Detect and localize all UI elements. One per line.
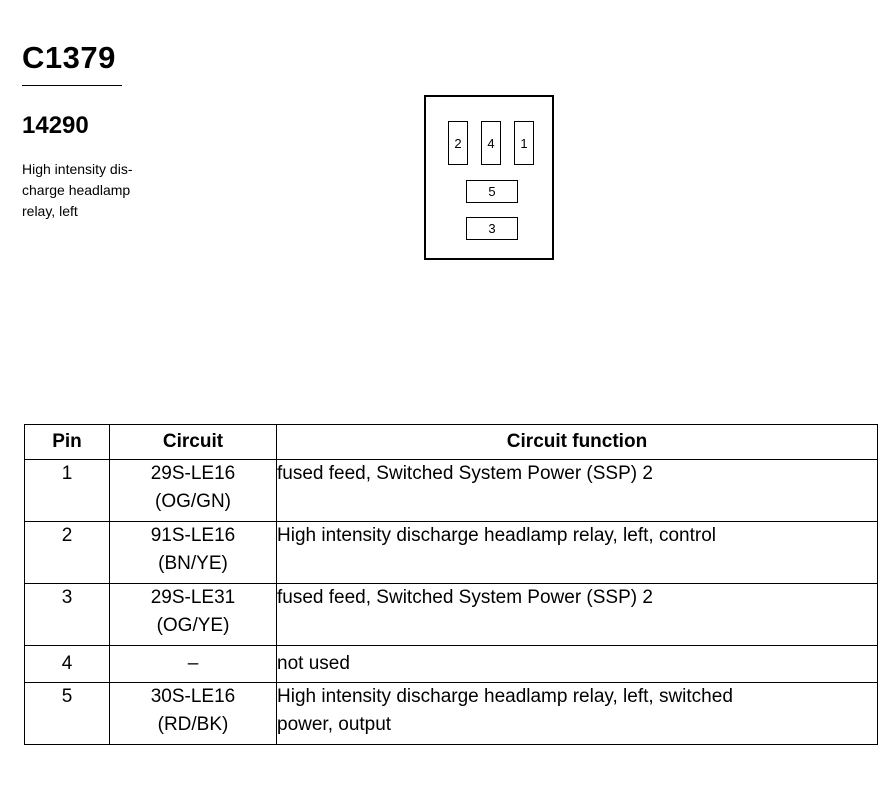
function-line: High intensity discharge headlamp relay, left, control bbox=[277, 525, 716, 546]
circuit-cell bbox=[110, 646, 277, 683]
circuit-code: 91S-LE16 bbox=[150, 525, 236, 546]
circuit-code: 30S-LE16 bbox=[150, 686, 236, 707]
circuit-function bbox=[277, 646, 878, 683]
circuit-function bbox=[277, 522, 878, 584]
column-header-circuit: Circuit bbox=[110, 425, 277, 460]
connector-pin-1: 1 bbox=[514, 121, 534, 165]
pin-number: 3 bbox=[25, 584, 110, 646]
circuit-code: – bbox=[187, 653, 199, 674]
circuit-function bbox=[277, 683, 878, 745]
circuit-cell bbox=[110, 584, 277, 646]
circuit-cell bbox=[110, 683, 277, 745]
table-header-row bbox=[25, 425, 878, 460]
function-line: not used bbox=[277, 653, 350, 674]
circuit-function bbox=[277, 460, 878, 522]
circuit-cell bbox=[110, 522, 277, 584]
connector-pin-5: 5 bbox=[466, 180, 518, 203]
circuit-color: (BN/YE) bbox=[158, 553, 228, 574]
function-line: fused feed, Switched System Power (SSP) 2 bbox=[277, 463, 653, 484]
table-row bbox=[25, 522, 878, 584]
component-description: High intensity dis- charge headlamp relay, left bbox=[22, 161, 133, 219]
function-line-2: power, output bbox=[277, 714, 392, 735]
circuit-color: (OG/GN) bbox=[155, 491, 231, 512]
connector-id: C1379 bbox=[22, 40, 116, 75]
connector-pin-3: 3 bbox=[466, 217, 518, 240]
connector-id-underline bbox=[22, 85, 122, 86]
connector-pin-2: 2 bbox=[448, 121, 468, 165]
table-row bbox=[25, 584, 878, 646]
circuit-code: 29S-LE16 bbox=[150, 463, 236, 484]
column-header-pin: Pin bbox=[25, 425, 110, 460]
pin-number: 5 bbox=[25, 683, 110, 745]
circuit-cell bbox=[110, 460, 277, 522]
circuit-color: (RD/BK) bbox=[157, 714, 229, 735]
column-header-circuit-function: Circuit function bbox=[277, 425, 878, 460]
table-row bbox=[25, 646, 878, 683]
connector-face-diagram bbox=[424, 95, 554, 260]
circuit-code: 29S-LE31 bbox=[150, 587, 236, 608]
pin-number: 2 bbox=[25, 522, 110, 584]
function-line: fused feed, Switched System Power (SSP) 2 bbox=[277, 587, 653, 608]
table-row bbox=[25, 460, 878, 522]
pinout-table bbox=[24, 424, 878, 745]
pin-number: 1 bbox=[25, 460, 110, 522]
circuit-color: (OG/YE) bbox=[156, 615, 230, 636]
function-line: High intensity discharge headlamp relay, left, switched bbox=[277, 686, 733, 707]
circuit-function bbox=[277, 584, 878, 646]
pin-number: 4 bbox=[25, 646, 110, 683]
table-row bbox=[25, 683, 878, 745]
connector-pin-4: 4 bbox=[481, 121, 501, 165]
part-number: 14290 bbox=[22, 112, 89, 139]
